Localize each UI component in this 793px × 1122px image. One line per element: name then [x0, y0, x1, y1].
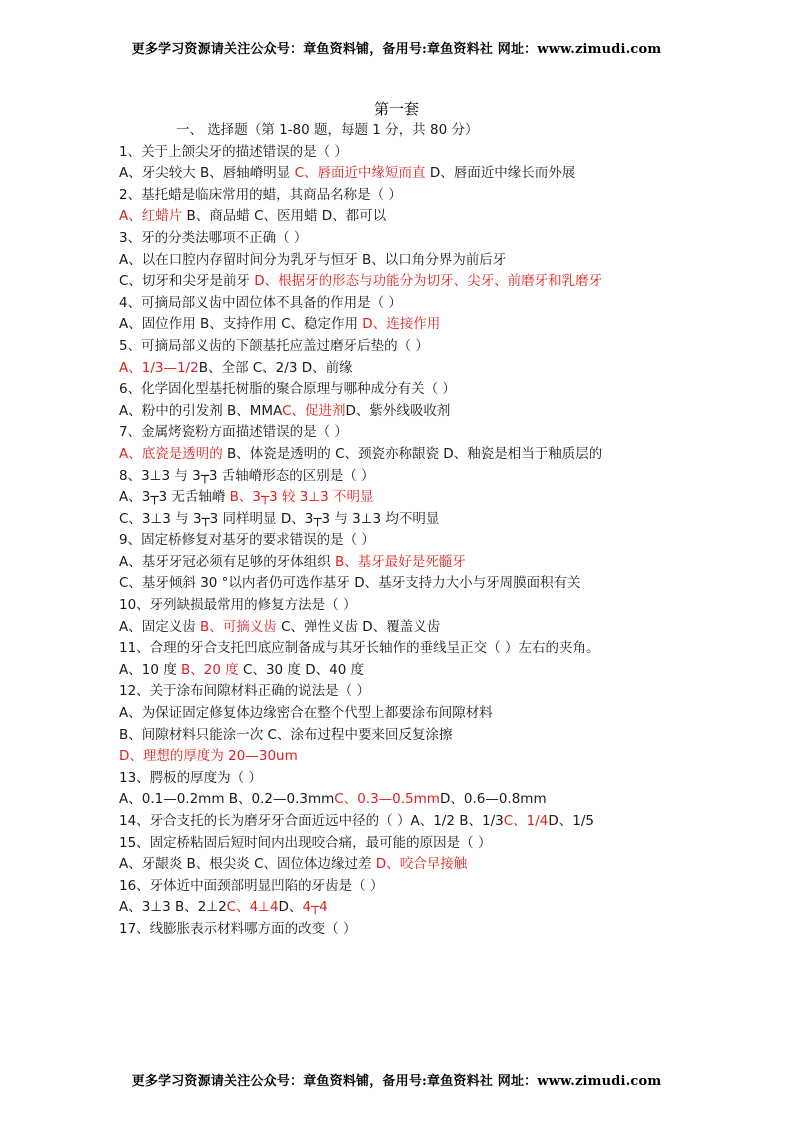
question-text: A、固定义齿	[119, 618, 201, 635]
question-text: 6、化学固化型基托树脂的聚合原理与哪种成分有关（ ）	[119, 381, 456, 398]
answer-text: B、3┬3 较 3⊥3 不明显	[229, 489, 374, 506]
question-text: D、	[278, 899, 303, 916]
question-text: 16、牙体近中面颈部明显凹陷的牙齿是（ ）	[119, 877, 384, 894]
question-text: 1、关于上颌尖牙的描述错误的是（ ）	[119, 143, 348, 160]
question-list	[119, 142, 679, 941]
question-text: A、基牙牙冠必须有足够的牙体组织	[119, 553, 336, 570]
question-text: A、牙尖较大 B、唇轴嵴明显	[119, 165, 295, 182]
question-line	[119, 530, 679, 552]
header-banner: 更多学习资源请关注公众号：章鱼资料铺，备用号:章鱼资料社 网址：www.zimudi.com	[131, 42, 662, 57]
question-text: C、30 度 D、40 度	[243, 661, 365, 678]
question-text: A、3┬3 无舌轴嵴	[119, 489, 230, 506]
answer-text: D、咬合早接触	[375, 856, 468, 873]
question-text: 9、固定桥修复对基牙的要求错误的是（ ）	[119, 532, 375, 549]
question-text: 10、牙列缺损最常用的修复方法是（ ）	[119, 597, 357, 614]
question-line	[119, 595, 679, 617]
answer-text: D、根据牙的形态与功能分为切牙、尖牙、前磨牙和乳磨牙	[254, 273, 603, 290]
question-line	[119, 811, 679, 833]
question-text: A、以在口腔内存留时间分为乳牙与恒牙 B、以口角分界为前后牙	[119, 251, 507, 268]
answer-text: A、1/3—1/2	[119, 359, 199, 376]
question-text: D、唇面近中缘长而外展	[429, 165, 576, 182]
question-line	[119, 487, 679, 509]
answer-text: C、促进剂	[282, 402, 346, 419]
section-heading: 一、 选择题（第 1-80 题，每题 1 分，共 80 分）	[176, 122, 479, 138]
question-line	[119, 185, 679, 207]
question-text: A、10 度	[119, 661, 181, 678]
question-line	[119, 466, 679, 488]
question-text: C、3⊥3 与 3┬3 同样明显 D、3┬3 与 3⊥3 均不明显	[119, 510, 440, 527]
question-line	[119, 681, 679, 703]
question-text: C、切牙和尖牙是前牙	[119, 273, 255, 290]
question-line	[119, 638, 679, 660]
question-text: B、间隙材料只能涂一次 C、涂布过程中要来回反复涂擦	[119, 726, 453, 743]
question-text: A、固位作用 B、支持作用 C、稳定作用	[119, 316, 363, 333]
answer-text: 4┬4	[302, 899, 328, 916]
answer-text: C、0.3—0.5mm	[334, 791, 440, 808]
answer-text: A、底瓷是透明的	[119, 445, 228, 462]
question-line	[119, 725, 679, 747]
question-line	[119, 919, 679, 941]
question-line	[119, 358, 679, 380]
question-text: A、3⊥3 B、2⊥2	[119, 899, 227, 916]
answer-text: B、20 度	[181, 661, 244, 678]
question-line	[119, 509, 679, 531]
question-text: D、1/5	[548, 813, 594, 829]
question-text: 8、3⊥3 与 3┬3 舌轴嵴形态的区别是（ ）	[119, 467, 375, 484]
question-line	[119, 379, 679, 401]
question-line	[119, 336, 679, 358]
answer-text: C、唇面近中缘短而直	[294, 165, 430, 182]
answer-text: B、基牙最好是死髓牙	[335, 553, 466, 570]
question-text: B、体瓷是透明的 C、颈瓷亦称龈瓷 D、釉瓷是相当于釉质层的	[227, 445, 603, 462]
question-text: 17、线膨胀表示材料哪方面的改变（ ）	[119, 920, 357, 937]
question-text: 13、腭板的厚度为（ ）	[119, 769, 262, 786]
question-line	[119, 401, 679, 423]
page-title: 第一套	[373, 100, 419, 118]
question-line	[119, 314, 679, 336]
question-text: 4、可摘局部义齿中固位体不具备的作用是（ ）	[119, 294, 402, 311]
question-text: A、为保证固定修复体边缘密合在整个代型上都要涂布间隙材料	[119, 705, 493, 722]
question-line	[119, 271, 679, 293]
answer-text: C、4⊥4	[226, 899, 279, 916]
question-text: 12、关于涂布间隙材料正确的说法是（ ）	[119, 683, 370, 700]
question-text: 2、基托蜡是临床常用的蜡，其商品名称是（ ）	[119, 186, 402, 203]
answer-text: A、红蜡片	[119, 208, 187, 225]
question-text: D、紫外线吸收剂	[345, 402, 451, 419]
answer-text: D、理想的厚度为 20—30um	[119, 748, 298, 765]
question-text: A、粉中的引发剂 B、MMA	[119, 402, 283, 419]
question-line	[119, 703, 679, 725]
question-line	[119, 206, 679, 228]
question-text: C、基牙倾斜 30 °以内者仍可选作基牙 D、基牙支持力大小与牙周膜面积有关	[119, 575, 581, 592]
question-text: A、牙龈炎 B、根尖炎 C、固位体边缘过差	[119, 856, 376, 873]
question-text: 5、可摘局部义齿的下颌基托应盖过磨牙后垫的（ ）	[119, 337, 429, 354]
question-line	[119, 444, 679, 466]
question-text: 3、牙的分类法哪项不正确（ ）	[119, 229, 308, 246]
question-line	[119, 163, 679, 185]
question-line	[119, 789, 679, 811]
question-line	[119, 573, 679, 595]
question-line	[119, 768, 679, 790]
question-text: 14、牙合支托的长为磨牙牙合面近远中径的（ ）A、1/2 B、1/3	[119, 813, 504, 829]
question-text: 15、固定桥粘固后短时间内出现咬合痛，最可能的原因是（ ）	[119, 834, 492, 851]
question-line	[119, 422, 679, 444]
question-text: D、0.6—0.8mm	[439, 791, 547, 808]
question-line	[119, 897, 679, 919]
question-line	[119, 142, 679, 164]
question-line	[119, 228, 679, 250]
question-text: C、弹性义齿 D、覆盖义齿	[281, 618, 441, 635]
question-line	[119, 617, 679, 639]
footer-banner: 更多学习资源请关注公众号：章鱼资料铺，备用号:章鱼资料社 网址：www.zimudi.com	[131, 1074, 662, 1089]
answer-text: C、1/4	[503, 813, 549, 829]
question-text: B、全部 C、2/3 D、前缘	[198, 359, 353, 376]
question-text: B、商品蜡 C、医用蜡 D、都可以	[186, 208, 387, 225]
question-line	[119, 876, 679, 898]
answer-text: D、连接作用	[362, 316, 441, 333]
question-line	[119, 293, 679, 315]
question-line	[119, 854, 679, 876]
answer-text: B、可摘义齿	[200, 618, 282, 635]
question-text: 11、合理的牙合支托凹底应制备成与其牙长轴作的垂线呈正交（ ）左右的夹角。	[119, 640, 600, 657]
question-text: A、0.1—0.2mm B、0.2—0.3mm	[119, 791, 335, 808]
document-body	[119, 120, 679, 941]
question-line	[119, 250, 679, 272]
question-line	[119, 552, 679, 574]
question-line	[119, 833, 679, 855]
question-line	[119, 746, 679, 768]
question-line	[119, 660, 679, 682]
question-text: 7、金属烤瓷粉方面描述错误的是（ ）	[119, 424, 348, 441]
